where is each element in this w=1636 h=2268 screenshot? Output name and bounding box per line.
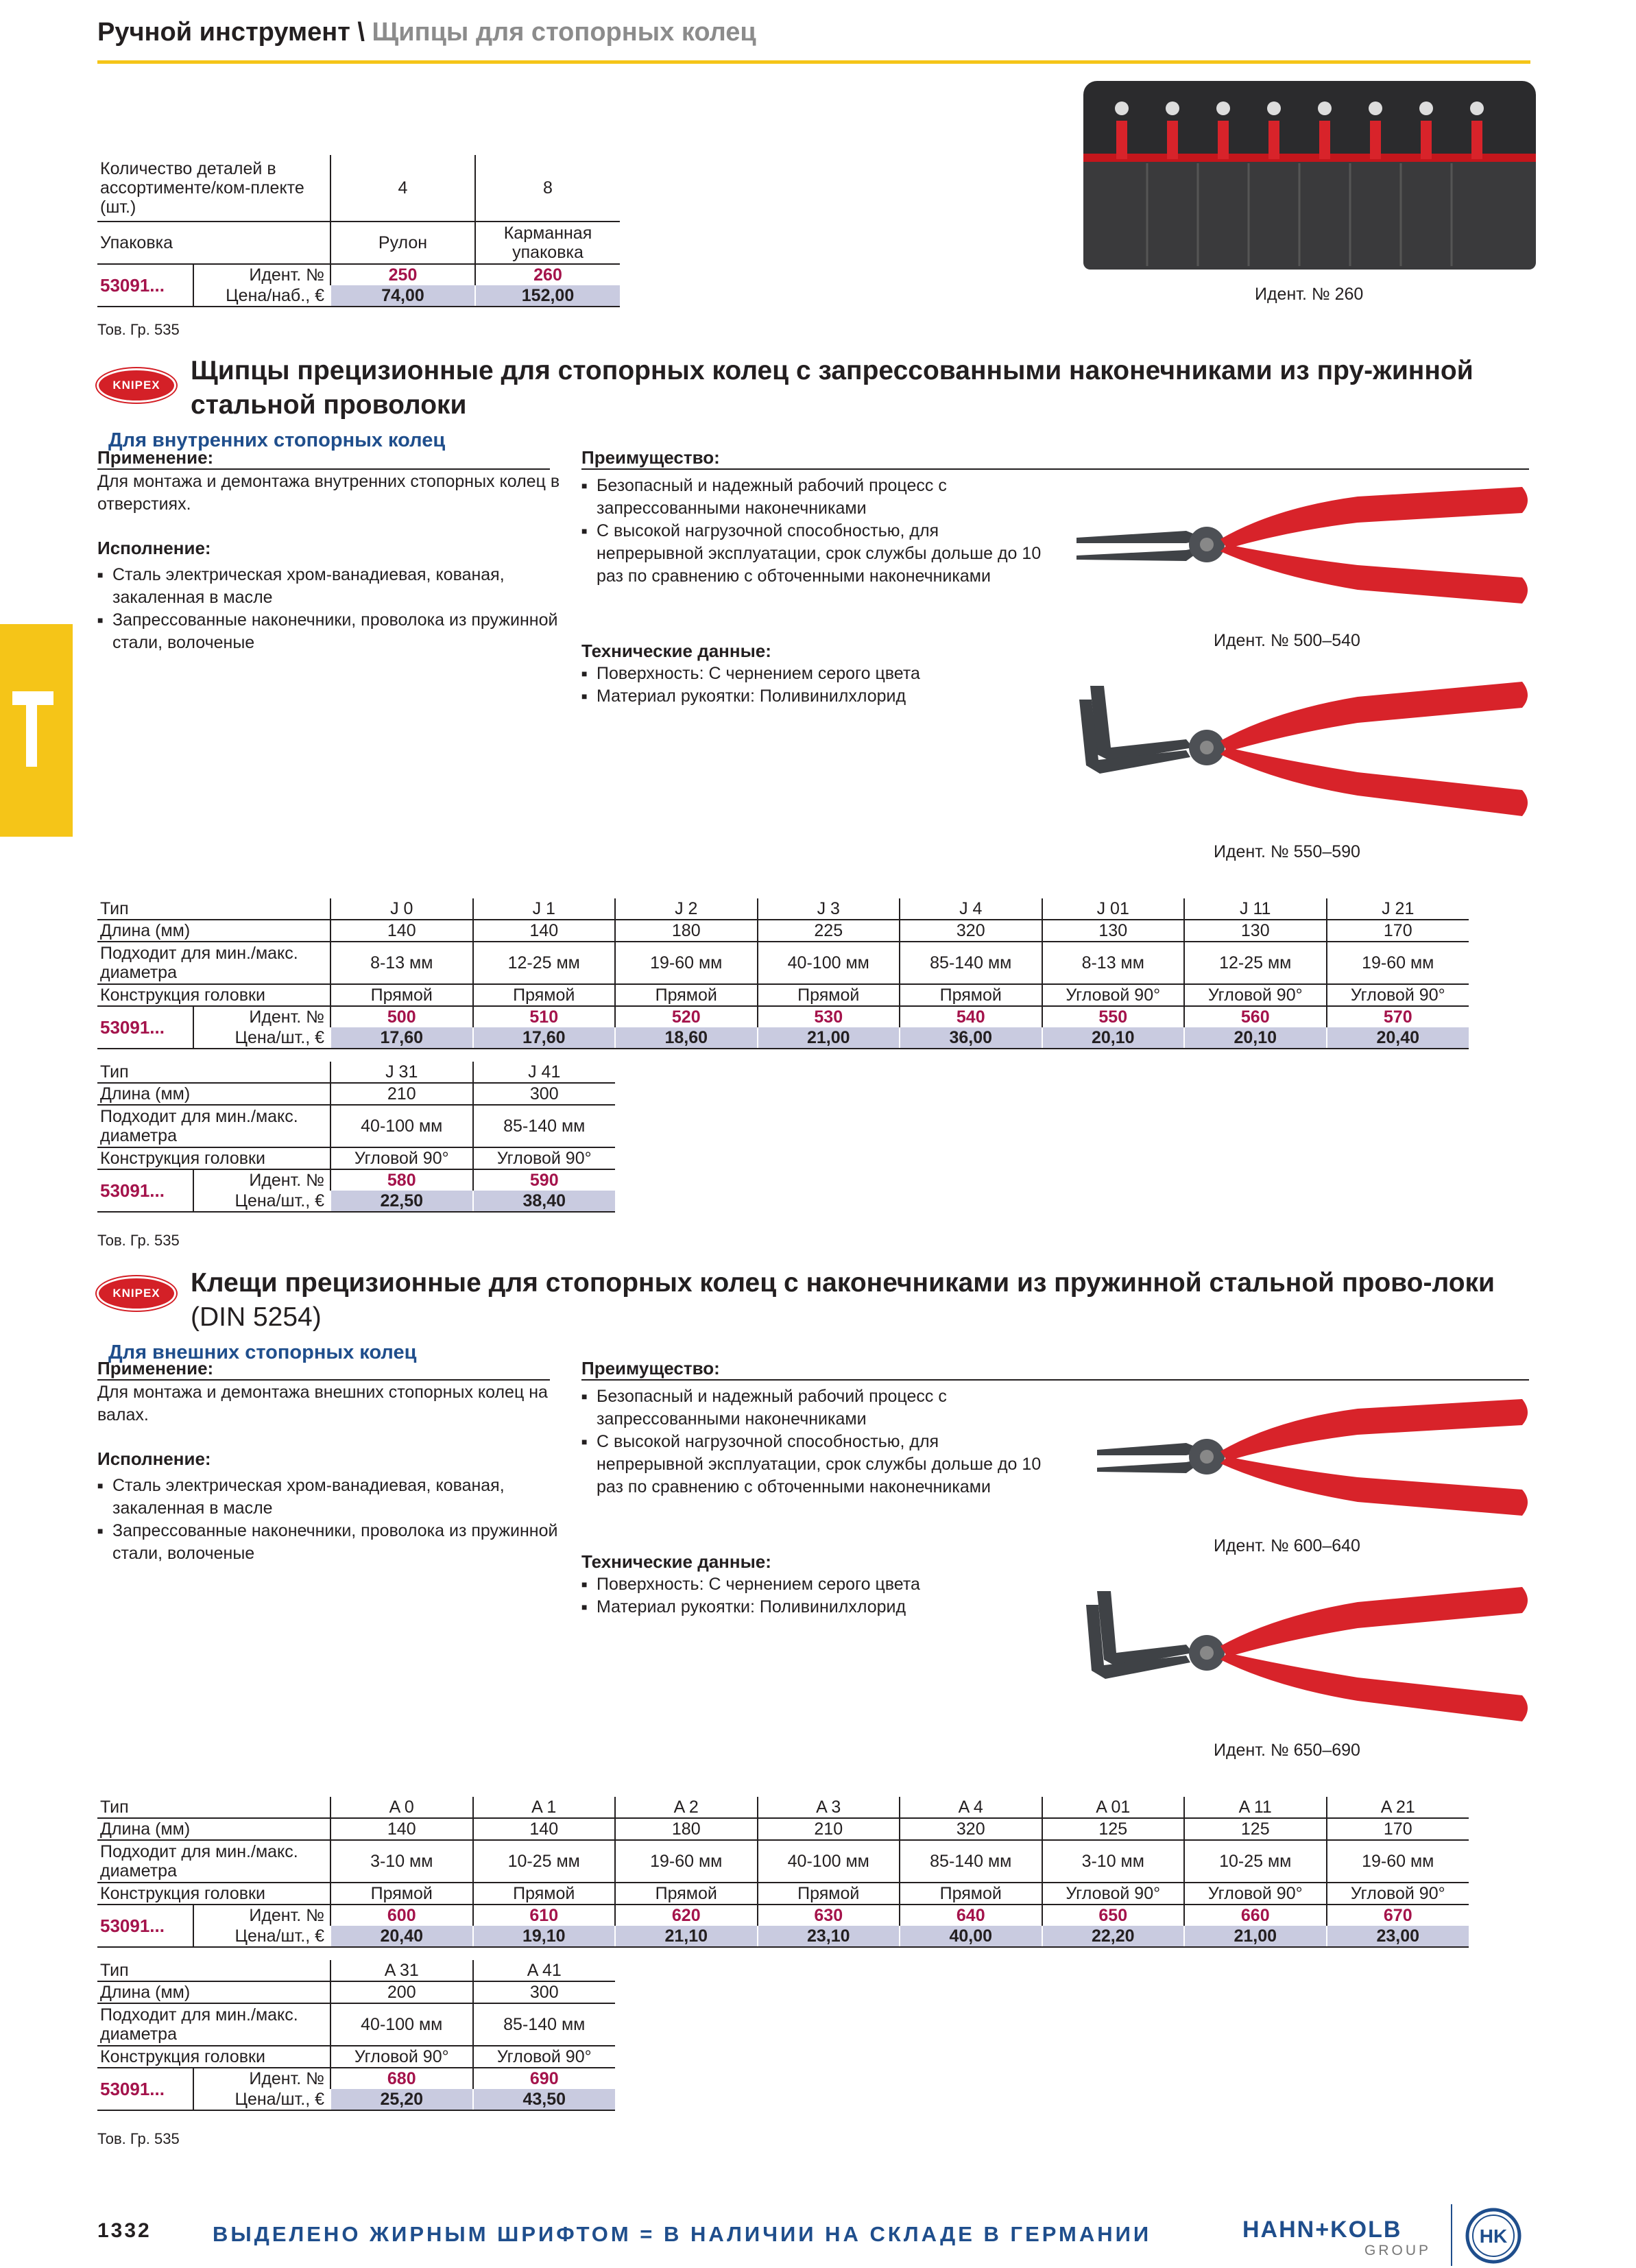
id-value: 670 bbox=[1327, 1905, 1469, 1926]
knipex-logo: KNIPEX bbox=[99, 1278, 174, 1309]
image-caption: Идент. № 260 bbox=[1255, 285, 1364, 304]
diameter-cell: 40-100 мм bbox=[758, 1840, 900, 1883]
roll-pouch-image bbox=[1083, 81, 1536, 276]
diameter-cell: 10-25 мм bbox=[473, 1840, 616, 1883]
type-cell: J 3 bbox=[758, 898, 900, 920]
type-cell: J 2 bbox=[615, 898, 758, 920]
row-label: Тип bbox=[97, 1062, 330, 1083]
hahn-kolb-group: GROUP bbox=[1364, 2243, 1432, 2258]
price-label: Цена/шт., € bbox=[193, 1027, 330, 1049]
length-cell: 140 bbox=[473, 1818, 616, 1840]
price-value: 20,10 bbox=[1184, 1027, 1327, 1049]
length-cell: 140 bbox=[330, 1818, 473, 1840]
page-header bbox=[97, 18, 756, 47]
tech-list bbox=[581, 663, 1048, 708]
diameter-cell: 19-60 мм bbox=[1327, 942, 1469, 984]
id-value: 540 bbox=[900, 1006, 1042, 1027]
pliers-straight-image bbox=[1070, 1392, 1536, 1529]
type-cell: J 1 bbox=[473, 898, 616, 920]
head-cell: Угловой 90° bbox=[1184, 984, 1327, 1006]
length-cell: 170 bbox=[1327, 1818, 1469, 1840]
tech-list bbox=[581, 1573, 1048, 1619]
head-cell: Угловой 90° bbox=[473, 1147, 616, 1169]
type-cell: J 11 bbox=[1184, 898, 1327, 920]
price-value: 36,00 bbox=[900, 1027, 1042, 1049]
image-caption: Идент. № 500–540 bbox=[1214, 631, 1360, 650]
knipex-logo: KNIPEX bbox=[99, 370, 174, 401]
article-code: 53091... bbox=[97, 1006, 193, 1049]
id-value: 500 bbox=[330, 1006, 473, 1027]
diameter-cell: 8-13 мм bbox=[330, 942, 473, 984]
list-item: ■ Материал рукоятки: Поливинилхлорид bbox=[581, 1596, 1048, 1619]
pliers-angled-image bbox=[1070, 672, 1536, 830]
price-value: 17,60 bbox=[330, 1027, 473, 1049]
row-label: Длина (мм) bbox=[97, 1083, 330, 1105]
set-row-label: Упаковка bbox=[97, 222, 330, 264]
application-heading: Применение: bbox=[97, 447, 550, 470]
article-code: 53091... bbox=[97, 1905, 193, 1947]
application-text: Для монтажа и демонтажа внешних стопорных колец на валах. bbox=[97, 1383, 548, 1424]
id-label: Идент. № bbox=[193, 1169, 330, 1191]
head-cell: Угловой 90° bbox=[1327, 984, 1469, 1006]
price-label: Цена/шт., € bbox=[193, 1191, 330, 1212]
section-label: Для внешних стопорных колец bbox=[108, 1341, 417, 1363]
diameter-cell: 40-100 мм bbox=[758, 942, 900, 984]
head-cell: Прямой bbox=[758, 984, 900, 1006]
header-separator: \ bbox=[357, 18, 365, 47]
diameter-cell: 12-25 мм bbox=[1184, 942, 1327, 984]
price-label: Цена/шт., € bbox=[193, 2089, 330, 2110]
price-label: Цена/шт., € bbox=[193, 1926, 330, 1947]
list-item: ■ Поверхность: С чернением серого цвета bbox=[581, 663, 1048, 685]
header-section: Ручной инструмент bbox=[97, 18, 350, 47]
image-caption: Идент. № 650–690 bbox=[1214, 1741, 1360, 1760]
id-value: 510 bbox=[473, 1006, 616, 1027]
price-value: 22,50 bbox=[330, 1191, 473, 1212]
price-value: 23,00 bbox=[1327, 1926, 1469, 1947]
list-item: ■ Безопасный и надежный рабочий процесс с запрессованными наконечниками bbox=[581, 475, 1048, 520]
id-value: 530 bbox=[758, 1006, 900, 1027]
image-caption: Идент. № 600–640 bbox=[1214, 1536, 1360, 1555]
diameter-cell: 3-10 мм bbox=[330, 1840, 473, 1883]
head-cell: Угловой 90° bbox=[1042, 984, 1185, 1006]
id-value: 550 bbox=[1042, 1006, 1185, 1027]
price-value: 25,20 bbox=[330, 2089, 473, 2110]
type-cell: J 21 bbox=[1327, 898, 1469, 920]
row-label: Тип bbox=[97, 898, 330, 920]
id-value: 610 bbox=[473, 1905, 616, 1926]
length-cell: 225 bbox=[758, 920, 900, 942]
row-label: Подходит для мин./макс. диаметра bbox=[97, 1840, 330, 1883]
diameter-cell: 85-140 мм bbox=[473, 1105, 616, 1147]
tech-heading: Технические данные: bbox=[581, 641, 771, 661]
list-item: ■ С высокой нагрузочной способностью, для непрерывной эксплуатации, срок службы дольше до 10 раз по сравнению с обточенными наконечниками bbox=[581, 520, 1048, 588]
price-value: 43,50 bbox=[473, 2089, 616, 2110]
pliers-angled-image bbox=[1070, 1577, 1536, 1735]
id-value: 250 bbox=[330, 264, 475, 285]
tech-heading: Технические данные: bbox=[581, 1551, 771, 1572]
length-cell: 300 bbox=[473, 1981, 616, 2003]
head-cell: Угловой 90° bbox=[330, 1147, 473, 1169]
diameter-cell: 40-100 мм bbox=[330, 2003, 473, 2046]
diameter-cell: 10-25 мм bbox=[1184, 1840, 1327, 1883]
diameter-cell: 85-140 мм bbox=[900, 1840, 1042, 1883]
row-label: Подходит для мин./макс. диаметра bbox=[97, 1105, 330, 1147]
head-cell: Угловой 90° bbox=[1327, 1883, 1469, 1905]
row-label: Конструкция головки bbox=[97, 1147, 330, 1169]
list-item: ■ Сталь электрическая хром-ванадиевая, кованая, закаленная в масле bbox=[97, 1475, 564, 1520]
id-value: 680 bbox=[330, 2068, 473, 2089]
type-cell: A 0 bbox=[330, 1797, 473, 1818]
product1-table-extra bbox=[97, 1062, 615, 1213]
product-group-label: Тов. Гр. 535 bbox=[97, 321, 180, 338]
type-cell: A 4 bbox=[900, 1797, 1042, 1818]
diameter-cell: 19-60 мм bbox=[1327, 1840, 1469, 1883]
type-cell: A 01 bbox=[1042, 1797, 1185, 1818]
list-item: ■ Материал рукоятки: Поливинилхлорид bbox=[581, 685, 1048, 708]
length-cell: 320 bbox=[900, 920, 1042, 942]
head-cell: Угловой 90° bbox=[330, 2046, 473, 2068]
list-item: ■ Сталь электрическая хром-ванадиевая, кованая, закаленная в масле bbox=[97, 564, 564, 609]
price-value: 19,10 bbox=[473, 1926, 616, 1947]
advantage-list bbox=[581, 475, 1048, 588]
type-cell: J 01 bbox=[1042, 898, 1185, 920]
id-value: 580 bbox=[330, 1169, 473, 1191]
hk-logo-mark bbox=[1465, 2207, 1522, 2268]
diameter-cell: 85-140 мм bbox=[473, 2003, 616, 2046]
id-label: Идент. № bbox=[193, 1905, 330, 1926]
length-cell: 200 bbox=[330, 1981, 473, 2003]
application-heading: Применение: bbox=[97, 1358, 550, 1381]
length-cell: 125 bbox=[1042, 1818, 1185, 1840]
head-cell: Прямой bbox=[900, 1883, 1042, 1905]
head-cell: Прямой bbox=[330, 1883, 473, 1905]
length-cell: 130 bbox=[1184, 920, 1327, 942]
price-value: 40,00 bbox=[900, 1926, 1042, 1947]
execution-list bbox=[97, 564, 564, 654]
length-cell: 210 bbox=[330, 1083, 473, 1105]
head-cell: Угловой 90° bbox=[1042, 1883, 1185, 1905]
type-cell: A 11 bbox=[1184, 1797, 1327, 1818]
product-title: Щипцы прецизионные для стопорных колец с запрессованными наконечниками из пру-жинной стальной проволоки bbox=[191, 356, 1473, 420]
type-cell: A 3 bbox=[758, 1797, 900, 1818]
row-label: Тип bbox=[97, 1797, 330, 1818]
head-cell: Прямой bbox=[330, 984, 473, 1006]
type-cell: J 0 bbox=[330, 898, 473, 920]
product-group-label: Тов. Гр. 535 bbox=[97, 2130, 180, 2147]
id-value: 690 bbox=[473, 2068, 616, 2089]
product-title bbox=[191, 1266, 1528, 1335]
head-cell: Угловой 90° bbox=[473, 2046, 616, 2068]
diameter-cell: 12-25 мм bbox=[473, 942, 616, 984]
id-value: 260 bbox=[475, 264, 620, 285]
head-cell: Прямой bbox=[615, 1883, 758, 1905]
price-value: 17,60 bbox=[473, 1027, 616, 1049]
type-cell: A 1 bbox=[473, 1797, 616, 1818]
length-cell: 140 bbox=[473, 920, 616, 942]
id-value: 660 bbox=[1184, 1905, 1327, 1926]
pliers-straight-image bbox=[1070, 480, 1536, 617]
diameter-cell: 3-10 мм bbox=[1042, 1840, 1185, 1883]
list-item: ■ Безопасный и надежный рабочий процесс с запрессованными наконечниками bbox=[581, 1385, 1048, 1431]
row-label: Длина (мм) bbox=[97, 920, 330, 942]
length-cell: 320 bbox=[900, 1818, 1042, 1840]
length-cell: 130 bbox=[1042, 920, 1185, 942]
header-rule bbox=[97, 60, 1530, 64]
execution-heading: Исполнение: bbox=[97, 1448, 211, 1469]
length-cell: 180 bbox=[615, 1818, 758, 1840]
diameter-cell: 19-60 мм bbox=[615, 1840, 758, 1883]
length-cell: 140 bbox=[330, 920, 473, 942]
execution-heading: Исполнение: bbox=[97, 538, 211, 558]
price-value: 22,20 bbox=[1042, 1926, 1185, 1947]
id-value: 650 bbox=[1042, 1905, 1185, 1926]
row-label: Подходит для мин./макс. диаметра bbox=[97, 942, 330, 984]
length-cell: 170 bbox=[1327, 920, 1469, 942]
product2-table-extra bbox=[97, 1960, 615, 2111]
row-label: Тип bbox=[97, 1960, 330, 1981]
diameter-cell: 8-13 мм bbox=[1042, 942, 1185, 984]
advantage-list bbox=[581, 1385, 1048, 1499]
set-count-8: 8 bbox=[475, 155, 620, 222]
type-cell: A 31 bbox=[330, 1960, 473, 1981]
type-cell: J 41 bbox=[473, 1062, 616, 1083]
type-cell: A 41 bbox=[473, 1960, 616, 1981]
row-label: Подходит для мин./макс. диаметра bbox=[97, 2003, 330, 2046]
id-label: Идент. № bbox=[193, 264, 330, 285]
price-value: 20,10 bbox=[1042, 1027, 1185, 1049]
diameter-cell: 40-100 мм bbox=[330, 1105, 473, 1147]
product1-table-main bbox=[97, 898, 1469, 1049]
id-value: 630 bbox=[758, 1905, 900, 1926]
article-code: 53091... bbox=[97, 1169, 193, 1212]
execution-list bbox=[97, 1475, 564, 1565]
list-item: ■ Поверхность: С чернением серого цвета bbox=[581, 1573, 1048, 1596]
advantage-heading: Преимущество: bbox=[581, 1358, 1529, 1381]
application-text: Для монтажа и демонтажа внутренних стопорных колец в отверстиях. bbox=[97, 472, 560, 514]
list-item: ■ Запрессованные наконечники, проволока из пружинной стали, волоченые bbox=[97, 1520, 564, 1565]
type-cell: J 31 bbox=[330, 1062, 473, 1083]
logo-mark-text: HK bbox=[1479, 2225, 1508, 2247]
price-value: 38,40 bbox=[473, 1191, 616, 1212]
set-pack-pocket: Карманная упаковка bbox=[475, 222, 620, 264]
set-count-4: 4 bbox=[330, 155, 475, 222]
diameter-cell: 19-60 мм bbox=[615, 942, 758, 984]
image-caption: Идент. № 550–590 bbox=[1214, 842, 1360, 861]
set-table bbox=[97, 155, 620, 307]
header-subsection: Щипцы для стопорных колец bbox=[372, 18, 756, 47]
list-item: ■ С высокой нагрузочной способностью, для непрерывной эксплуатации, срок службы дольше до 10 раз по сравнению с обточенными наконечниками bbox=[581, 1431, 1048, 1499]
id-value: 570 bbox=[1327, 1006, 1469, 1027]
length-cell: 300 bbox=[473, 1083, 616, 1105]
id-value: 600 bbox=[330, 1905, 473, 1926]
product-group-label: Тов. Гр. 535 bbox=[97, 1232, 180, 1249]
product-title-standard: (DIN 5254) bbox=[191, 1302, 322, 1332]
id-value: 560 bbox=[1184, 1006, 1327, 1027]
head-cell: Прямой bbox=[900, 984, 1042, 1006]
length-cell: 210 bbox=[758, 1818, 900, 1840]
id-value: 590 bbox=[473, 1169, 616, 1191]
row-label: Длина (мм) bbox=[97, 1981, 330, 2003]
product-title-text: Клещи прецизионные для стопорных колец с наконечниками из пружинной стальной прово-локи bbox=[191, 1268, 1495, 1298]
type-cell: J 4 bbox=[900, 898, 1042, 920]
head-cell: Угловой 90° bbox=[1184, 1883, 1327, 1905]
head-cell: Прямой bbox=[473, 1883, 616, 1905]
set-row-label: Количество деталей в ассортименте/ком-плекте (шт.) bbox=[97, 155, 330, 222]
product2-table-main bbox=[97, 1797, 1469, 1948]
id-value: 640 bbox=[900, 1905, 1042, 1926]
list-item: ■ Запрессованные наконечники, проволока из пружинной стали, волоченые bbox=[97, 609, 564, 654]
price-value: 74,00 bbox=[330, 285, 475, 307]
logo-divider bbox=[1451, 2204, 1452, 2266]
head-cell: Прямой bbox=[615, 984, 758, 1006]
id-label: Идент. № bbox=[193, 1006, 330, 1027]
head-cell: Прямой bbox=[758, 1883, 900, 1905]
id-value: 520 bbox=[615, 1006, 758, 1027]
hammer-icon bbox=[0, 624, 73, 837]
footer-note: ВЫДЕЛЕНО ЖИРНЫМ ШРИФТОМ = В НАЛИЧИИ НА СКЛАДЕ В ГЕРМАНИИ bbox=[213, 2222, 1152, 2246]
price-label: Цена/наб., € bbox=[193, 285, 330, 307]
row-label: Конструкция головки bbox=[97, 1883, 330, 1905]
article-code: 53091... bbox=[97, 264, 193, 307]
row-label: Конструкция головки bbox=[97, 2046, 330, 2068]
length-cell: 180 bbox=[615, 920, 758, 942]
head-cell: Прямой bbox=[473, 984, 616, 1006]
page-number: 1332 bbox=[97, 2219, 152, 2242]
advantage-heading: Преимущество: bbox=[581, 447, 1529, 470]
diameter-cell: 85-140 мм bbox=[900, 942, 1042, 984]
hahn-kolb-logo: HAHN+KOLB bbox=[1242, 2217, 1402, 2243]
section-label: Для внутренних стопорных колец bbox=[108, 429, 446, 451]
price-value: 20,40 bbox=[330, 1926, 473, 1947]
article-code: 53091... bbox=[97, 2068, 193, 2110]
price-value: 18,60 bbox=[615, 1027, 758, 1049]
price-value: 23,10 bbox=[758, 1926, 900, 1947]
price-value: 21,00 bbox=[1184, 1926, 1327, 1947]
id-value: 620 bbox=[615, 1905, 758, 1926]
row-label: Конструкция головки bbox=[97, 984, 330, 1006]
price-value: 20,40 bbox=[1327, 1027, 1469, 1049]
length-cell: 125 bbox=[1184, 1818, 1327, 1840]
id-label: Идент. № bbox=[193, 2068, 330, 2089]
side-tab bbox=[0, 624, 73, 837]
price-value: 21,10 bbox=[615, 1926, 758, 1947]
set-pack-roll: Рулон bbox=[330, 222, 475, 264]
type-cell: A 21 bbox=[1327, 1797, 1469, 1818]
row-label: Длина (мм) bbox=[97, 1818, 330, 1840]
price-value: 21,00 bbox=[758, 1027, 900, 1049]
price-value: 152,00 bbox=[475, 285, 620, 307]
type-cell: A 2 bbox=[615, 1797, 758, 1818]
